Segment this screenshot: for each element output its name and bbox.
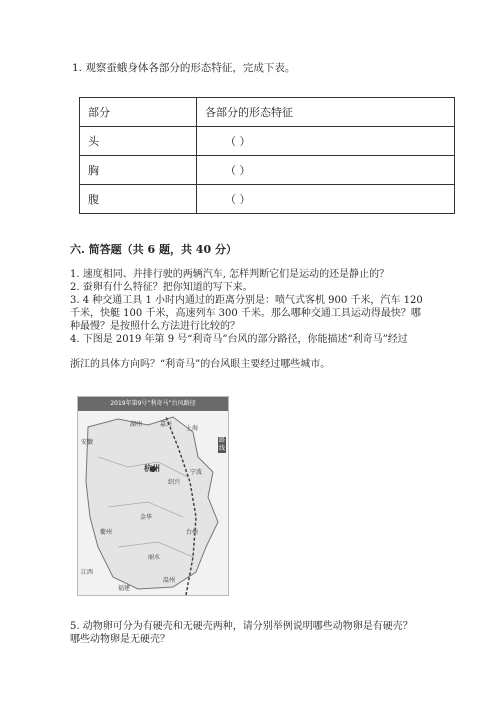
question-line: 千米，快艇 100 千米，高速列车 300 千米。那么哪种交通工具运动得最快？哪 xyxy=(70,308,421,319)
map-label: 温州 xyxy=(163,577,176,584)
question-line: 种最慢？是按照什么方法进行比较的？ xyxy=(70,321,240,332)
table-row-part: 头 xyxy=(80,127,197,156)
map-label: 上海 xyxy=(186,425,199,432)
feature-table xyxy=(79,97,455,214)
map-banner: 2019年第9号“利奇马”台风路径 xyxy=(78,397,228,411)
map-side-legend: 路 xyxy=(218,437,225,444)
map-label: 嘉兴 xyxy=(160,421,173,428)
question-line: 1. 速度相同、并排行驶的两辆汽车, 怎样判断它们是运动的还是静止的？ xyxy=(70,269,390,280)
table-row xyxy=(80,156,455,185)
table-row xyxy=(80,127,455,156)
section-title: 六. 简答题（共 6 题，共 40 分） xyxy=(70,243,237,256)
answer-blank-text: （ ） xyxy=(225,164,251,177)
answer-blank-text: （ ） xyxy=(225,135,251,148)
answer-blank[interactable] xyxy=(197,185,455,214)
answer-blank-text: （ ） xyxy=(225,193,251,206)
map-side-legend: 线 xyxy=(218,445,225,452)
question-1-title: 1. 观察蚕蛾身体各部分的形态特征，完成下表。 xyxy=(72,62,296,74)
map-label: 金华 xyxy=(140,514,153,521)
table-row-part: 胸 xyxy=(80,156,197,185)
question-line: 浙江的具体方向吗？“利奇马”的台风眼主要经过哪些城市。 xyxy=(70,359,331,370)
map-label: 绍兴 xyxy=(168,479,181,486)
map-label: 台州 xyxy=(186,529,199,536)
table-row xyxy=(80,185,455,214)
table-header-row xyxy=(80,98,455,127)
map-drawing xyxy=(78,397,228,595)
question-line: 哪些动物卵是无硬壳？ xyxy=(70,634,170,645)
typhoon-map xyxy=(77,396,229,596)
question-line: 4. 下图是 2019 年第 9 号“利奇马”台风的部分路径，你能描述“利奇马”经过 xyxy=(70,334,408,345)
question-line: 5. 动物卵可分为有硬壳和无硬壳两种，请分别举例说明哪些动物卵是有硬壳？ xyxy=(70,621,413,632)
map-label: 杭州 xyxy=(144,464,160,473)
map-label: 宁波 xyxy=(190,469,203,476)
map-label: 湖州 xyxy=(130,421,143,428)
map-label: 安徽 xyxy=(81,439,94,446)
map-label: 福建 xyxy=(118,585,131,592)
map-label: 丽水 xyxy=(148,554,161,561)
answer-blank[interactable] xyxy=(197,127,455,156)
table-header-feature: 各部分的形态特征 xyxy=(197,98,455,127)
question-line: 2. 蚕卵有什么特征？把你知道的写下来。 xyxy=(70,282,253,293)
table-row-part: 腹 xyxy=(80,185,197,214)
answer-blank[interactable] xyxy=(197,156,455,185)
table-header-part: 部分 xyxy=(80,98,197,127)
question-line: 3. 4 种交通工具 1 小时内通过的距离分别是：喷气式客机 900 千米，汽车 120 xyxy=(70,295,423,306)
map-label: 江西 xyxy=(81,569,94,576)
map-label: 衢州 xyxy=(100,529,113,536)
